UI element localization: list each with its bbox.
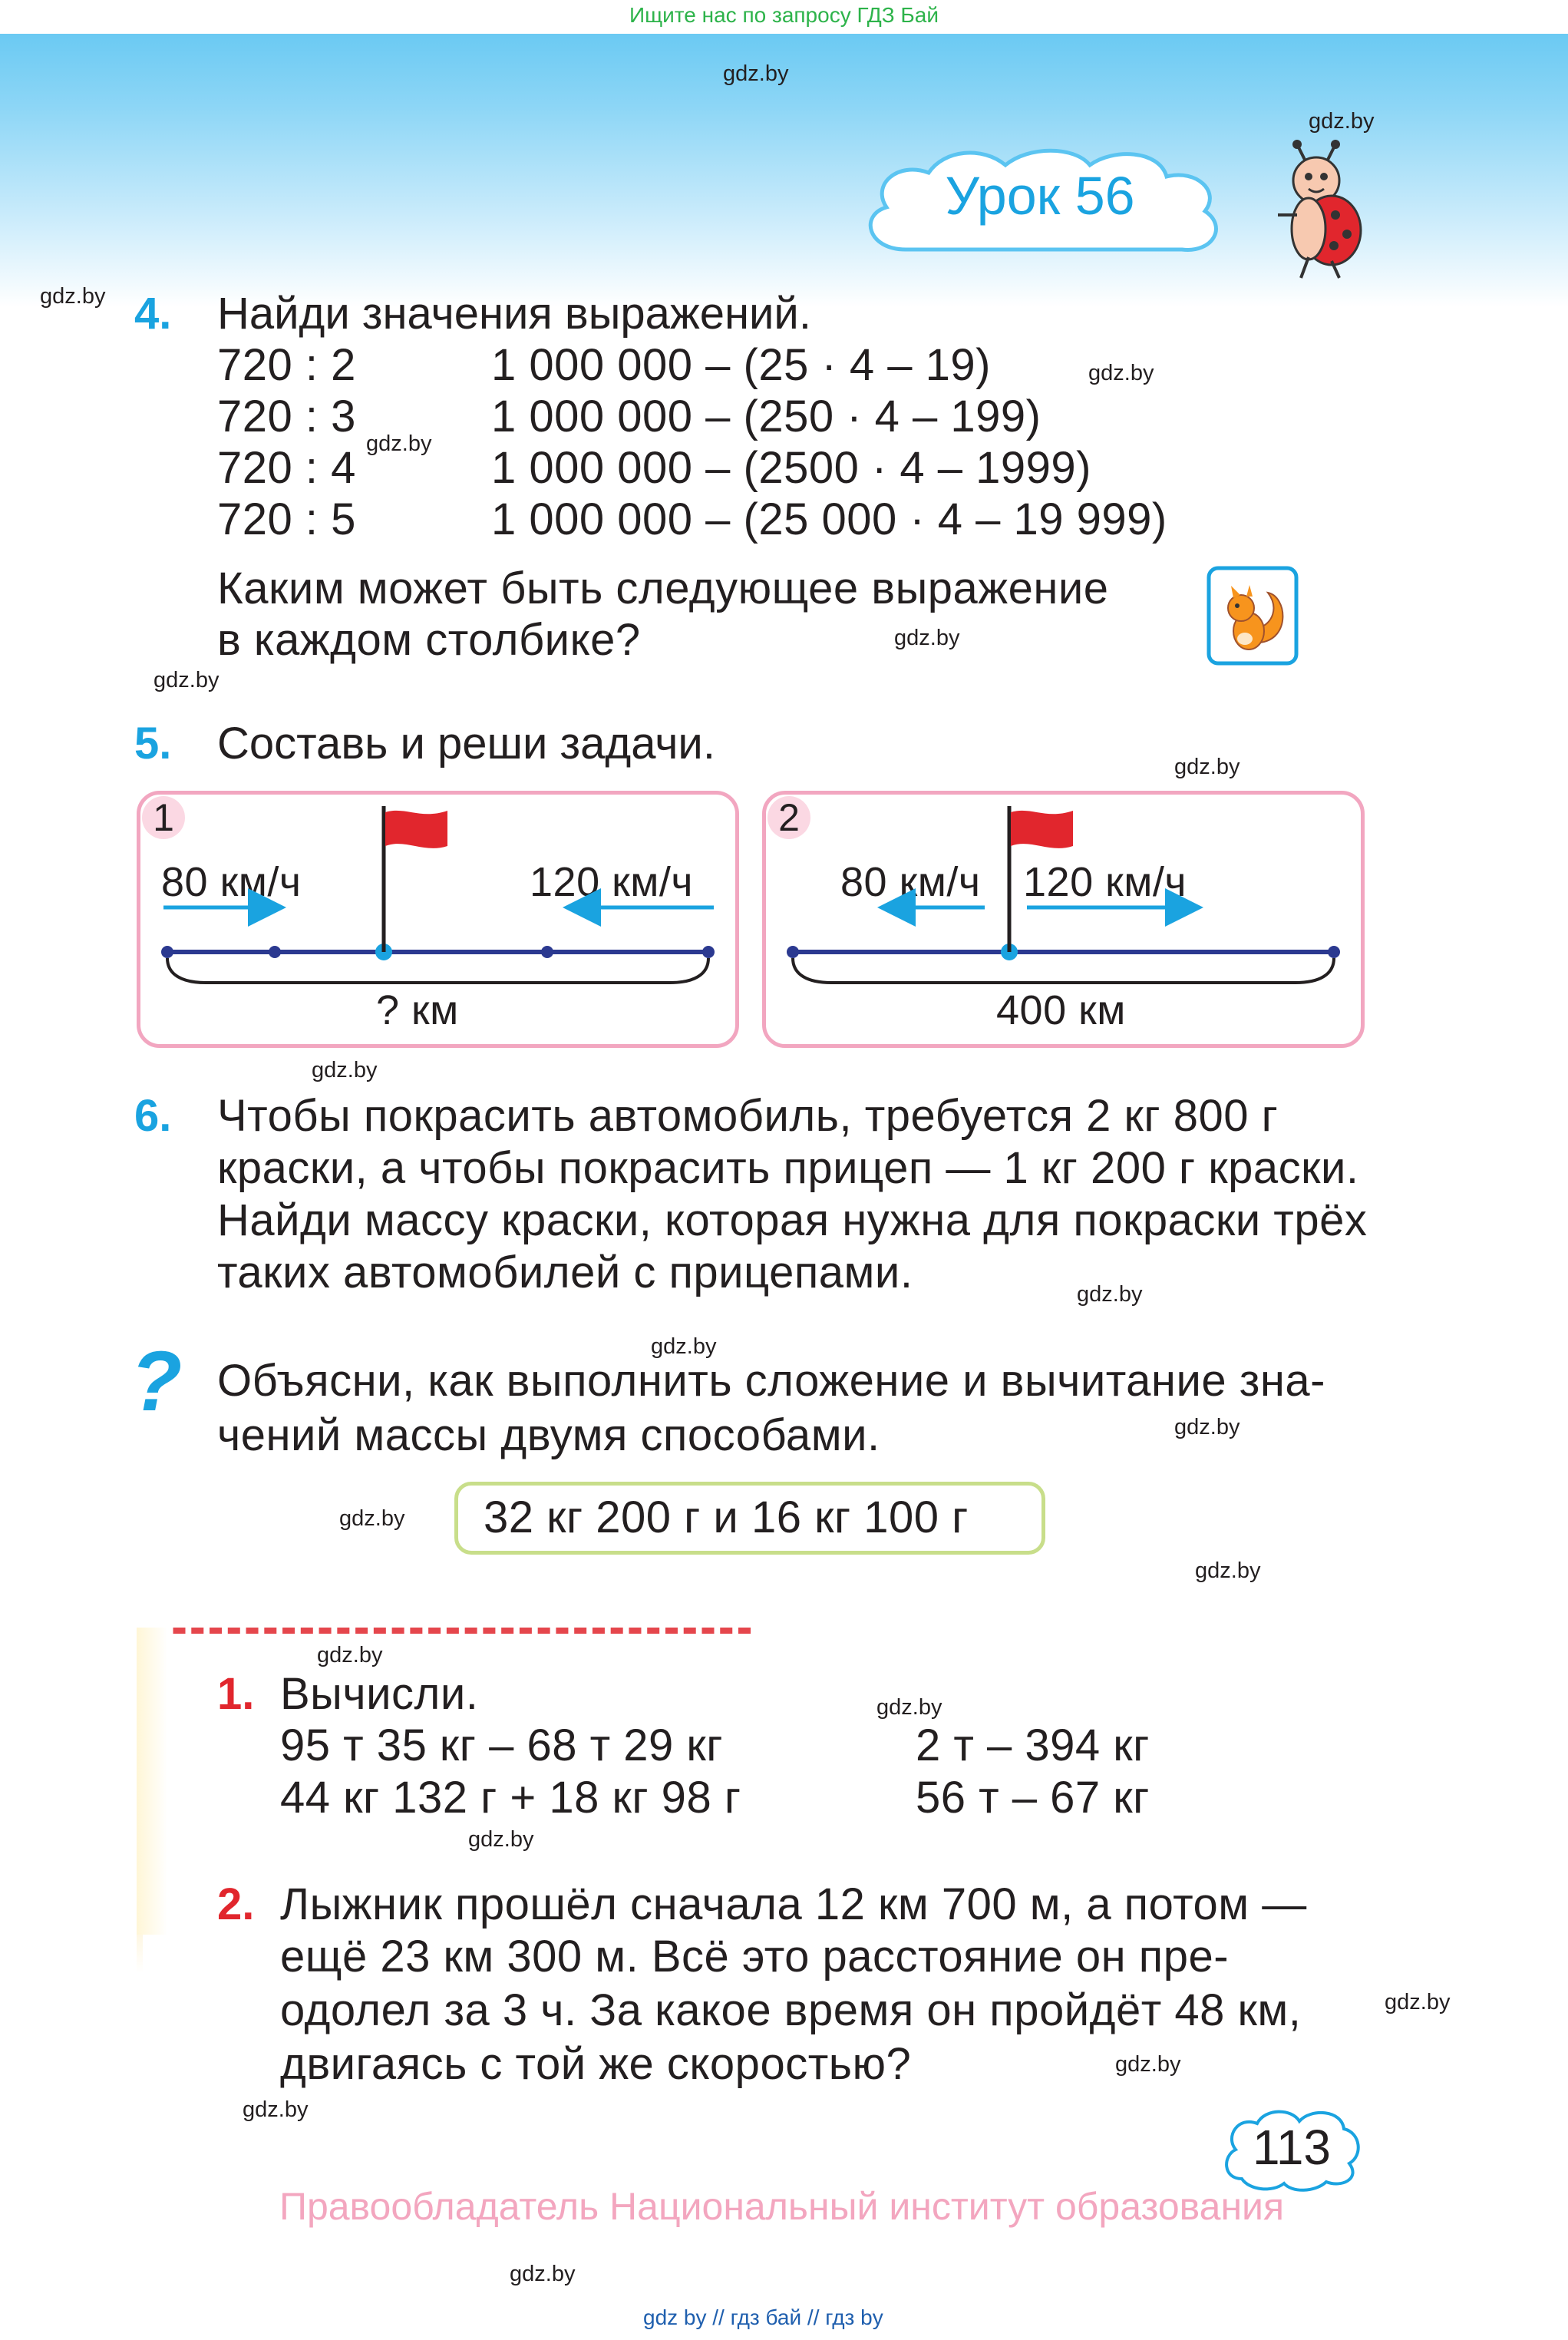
expression: 720 : 4 <box>217 443 356 493</box>
expression: 720 : 5 <box>217 494 356 544</box>
task-number: 1. <box>217 1669 255 1719</box>
watermark: gdz.by <box>468 1827 534 1852</box>
expression: 56 т – 67 кг <box>916 1773 1150 1823</box>
task-text: Чтобы покрасить автомобиль, требуется 2 кг 800 г <box>217 1091 1279 1141</box>
watermark: gdz.by <box>1115 2052 1181 2077</box>
task-text: ещё 23 км 300 м. Всё это расстояние он пре- <box>280 1932 1230 1981</box>
squirrel-icon <box>1207 566 1299 666</box>
task-title: Найди значения выражений. <box>217 289 811 339</box>
task-text: Найди массу краски, которая нужна для покраски трёх <box>217 1195 1368 1245</box>
task-title: Вычисли. <box>280 1669 479 1719</box>
task-title: Составь и реши задачи. <box>217 719 715 768</box>
expression: 720 : 3 <box>217 392 356 441</box>
diagram-number: 1 <box>142 796 185 839</box>
watermark: gdz.by <box>317 1643 383 1667</box>
watermark: gdz.by <box>876 1695 942 1720</box>
watermark: gdz.by <box>312 1058 378 1082</box>
expression: 1 000 000 – (25 · 4 – 19) <box>491 340 991 390</box>
section-border-top <box>137 1628 751 1634</box>
expression: 1 000 000 – (250 · 4 – 199) <box>491 392 1041 441</box>
question-text: чений массы двумя способами. <box>217 1410 880 1460</box>
diagram-number: 2 <box>767 796 810 839</box>
speed-label: 80 км/ч <box>840 859 981 905</box>
task-number: 5. <box>134 719 172 768</box>
question-text: Каким может быть следующее выражение <box>217 564 1109 613</box>
distance-label: ? км <box>376 987 459 1033</box>
watermark: gdz.by <box>1088 361 1154 385</box>
watermark: gdz.by <box>1174 1415 1240 1439</box>
watermark: gdz.by <box>243 2097 309 2122</box>
expression: 720 : 2 <box>217 340 356 390</box>
watermark: gdz.by <box>723 61 789 86</box>
search-banner[interactable]: Ищите нас по запросу ГДЗ Бай <box>0 0 1568 34</box>
task-text: Лыжник прошёл сначала 12 км 700 м, а потом — <box>280 1879 1307 1929</box>
example-text: 32 кг 200 г и 16 кг 100 г <box>484 1492 969 1542</box>
watermark: gdz.by <box>339 1506 405 1531</box>
watermark: gdz.by <box>153 668 220 692</box>
expression: 95 т 35 кг – 68 т 29 кг <box>280 1720 723 1770</box>
footer-links[interactable]: gdz by // гдз бай // гдз by <box>643 2305 883 2329</box>
task-number: 2. <box>217 1879 255 1929</box>
task-text: таких автомобилей с прицепами. <box>217 1248 913 1297</box>
ladybug-icon <box>1274 138 1374 284</box>
watermark: gdz.by <box>894 626 960 650</box>
task-number: 4. <box>134 289 172 339</box>
watermark: gdz.by <box>1309 109 1375 134</box>
expression: 2 т – 394 кг <box>916 1720 1150 1770</box>
expression: 44 кг 132 г + 18 кг 98 г <box>280 1773 741 1823</box>
watermark: gdz.by <box>1077 1282 1143 1307</box>
question-text: в каждом столбике? <box>217 615 641 665</box>
copyright: Правообладатель Национальный институт образования <box>279 2185 1285 2228</box>
watermark: gdz.by <box>366 431 432 456</box>
watermark: gdz.by <box>1174 755 1240 779</box>
watermark: gdz.by <box>40 284 106 309</box>
expression: 1 000 000 – (25 000 · 4 – 19 999) <box>491 494 1167 544</box>
motion-diagram-1 <box>137 791 735 1013</box>
task-text: краски, а чтобы покрасить прицеп — 1 кг 200 г краски. <box>217 1143 1359 1193</box>
section-shade <box>137 1628 167 1935</box>
speed-label: 120 км/ч <box>1023 859 1187 905</box>
watermark: gdz.by <box>651 1334 717 1359</box>
lesson-title: Урок 56 <box>945 166 1135 226</box>
speed-label: 120 км/ч <box>530 859 693 905</box>
task-text: одолел за 3 ч. За какое время он пройдёт 48 км, <box>280 1985 1302 2035</box>
watermark: gdz.by <box>1385 1990 1451 2014</box>
watermark: gdz.by <box>510 2262 576 2286</box>
speed-label: 80 км/ч <box>161 859 302 905</box>
distance-label: 400 км <box>996 987 1126 1033</box>
task-number: 6. <box>134 1091 172 1141</box>
task-text: двигаясь с той же скоростью? <box>280 2039 912 2089</box>
expression: 1 000 000 – (2500 · 4 – 1999) <box>491 443 1091 493</box>
question-mark-icon: ? <box>130 1334 183 1429</box>
question-text: Объясни, как выполнить сложение и вычитание зна- <box>217 1356 1325 1406</box>
watermark: gdz.by <box>1195 1558 1261 1583</box>
motion-diagram-2 <box>762 791 1361 1013</box>
page-number: 113 <box>1252 2120 1332 2175</box>
